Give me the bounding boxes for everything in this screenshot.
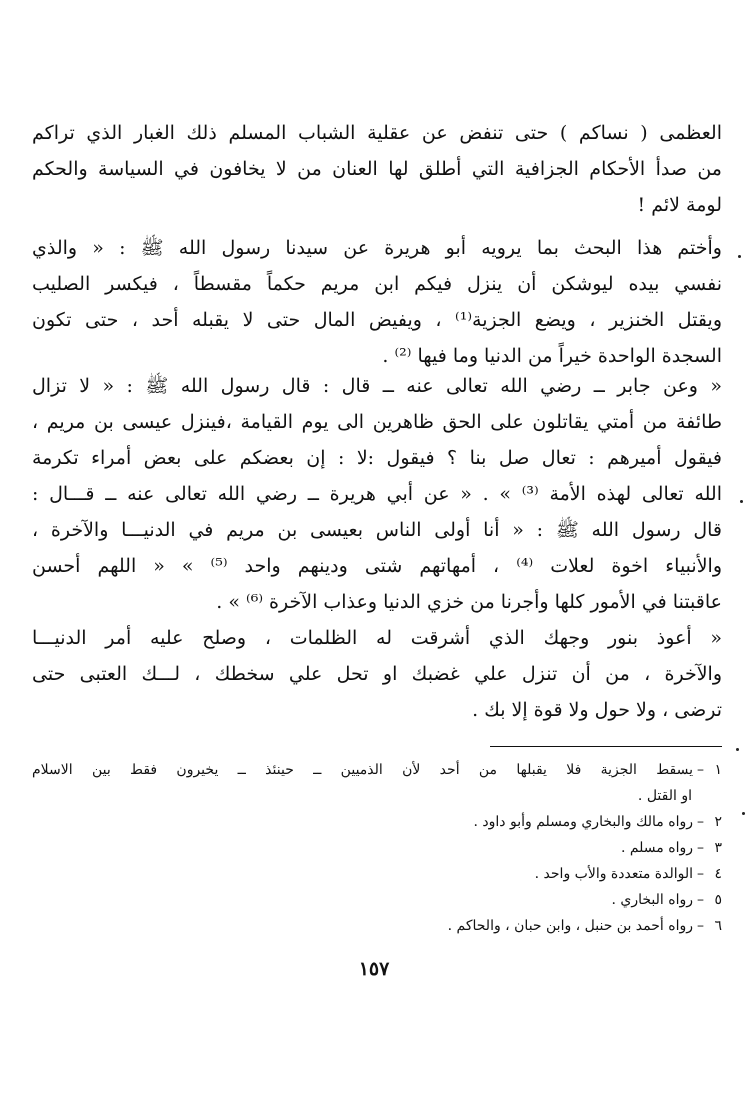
text-line: وأختم هذا البحث بما يرويه أبو هريرة عن سيدنا رسول الله ﷺ : « والذي bbox=[32, 237, 722, 259]
footnote-4 bbox=[32, 861, 722, 887]
footnote-number: ٤ bbox=[714, 866, 722, 882]
footnote-number: ٥ bbox=[714, 892, 722, 908]
paragraph-1 bbox=[32, 115, 722, 223]
footnote-text: يسقط الجزية فلا يقبلها من أحد لأن الذميين ــ حينئذ ــ يخيرون فقط بين الاسلام bbox=[32, 762, 693, 778]
page-number: ١٥٧ bbox=[358, 958, 390, 980]
paragraph-4 bbox=[32, 620, 722, 728]
text-line: فيقول أميرهم : تعال صل بنا ؟ فيقول :لا : إن بعضكم على بعض أمراء تكرمة bbox=[32, 447, 722, 469]
footnote-text: او القتل . bbox=[637, 788, 692, 804]
footnote-text: رواه البخاري . bbox=[611, 892, 693, 908]
footnote-dash: – bbox=[697, 892, 704, 908]
footnote-text: رواه أحمد بن حنبل ، وابن حبان ، والحاكم . bbox=[447, 918, 693, 934]
scan-speck bbox=[740, 500, 743, 503]
footnote-5 bbox=[32, 887, 722, 913]
footnote-text: رواه مسلم . bbox=[620, 840, 693, 856]
text-line: والأنبياء اخوة لعلات ⁽⁴⁾ ، أمهاتهم شتى ودينهم واحد ⁽⁵⁾ » « اللهم أحسن bbox=[32, 555, 722, 577]
paragraph-3 bbox=[32, 368, 722, 620]
text-line: السجدة الواحدة خيراً من الدنيا وما فيها ⁽²⁾ . bbox=[382, 345, 722, 367]
footnote-divider bbox=[490, 746, 722, 747]
footnote-1 bbox=[32, 757, 722, 783]
text-line: عاقبتنا في الأمور كلها وأجرنا من خزي الدنيا وعذاب الآخرة ⁽⁶⁾ » . bbox=[216, 591, 722, 613]
footnote-1-continuation bbox=[32, 783, 722, 809]
footnote-number: ٢ bbox=[714, 814, 722, 830]
scan-speck bbox=[738, 255, 741, 258]
text-line: « أعوذ بنور وجهك الذي أشرقت له الظلمات ، وصلح عليه أمر الدنيـــا bbox=[32, 627, 722, 649]
footnote-dash: – bbox=[697, 814, 704, 830]
footnote-3 bbox=[32, 835, 722, 861]
scan-speck bbox=[736, 748, 739, 751]
footnote-number: ١ bbox=[714, 762, 722, 778]
text-line: الله تعالى لهذه الأمة ⁽³⁾ » . « عن أبي هريرة ــ رضي الله تعالى عنه ــ قـــال : bbox=[32, 483, 722, 505]
text-line: العظمى ( نساكم ) حتى تنفض عن عقلية الشباب المسلم ذلك الغبار الذي تراكم bbox=[32, 122, 722, 144]
footnote-number: ٣ bbox=[714, 840, 722, 856]
text-line: ترضى ، ولا حول ولا قوة إلا بك . bbox=[472, 699, 722, 721]
footnote-dash: – bbox=[697, 866, 704, 882]
text-line: لومة لائم ! bbox=[637, 194, 722, 216]
text-line: ويقتل الخنزير ، ويضع الجزية⁽¹⁾ ، ويفيض المال حتى لا يقبله أحد ، حتى تكون bbox=[32, 309, 722, 331]
footnote-dash: – bbox=[697, 840, 704, 856]
text-line: قال رسول الله ﷺ : « أنا أولى الناس بعيسى بن مريم في الدنيـــا والآخرة ، bbox=[32, 519, 722, 541]
footnote-dash: – bbox=[697, 762, 704, 778]
text-line: والآخرة ، من أن تنزل علي غضبك او تحل علي سخطك ، لـــك العتبى حتى bbox=[32, 663, 722, 685]
footnote-2 bbox=[32, 809, 722, 835]
paragraph-2 bbox=[32, 230, 722, 374]
text-line: من صدأ الأحكام الجزافية التي أطلق لها العنان من لا يخافون في السياسة والحكم bbox=[32, 158, 722, 180]
text-line: نفسي بيده ليوشكن أن ينزل فيكم ابن مريم حكماً مقسطاً ، فيكسر الصليب bbox=[32, 273, 722, 295]
footnote-6 bbox=[32, 913, 722, 939]
text-line: « وعن جابر ــ رضي الله تعالى عنه ــ قال : قال رسول الله ﷺ : « لا تزال bbox=[32, 375, 722, 397]
footnote-number: ٦ bbox=[714, 918, 722, 934]
text-line: طائفة من أمتي يقاتلون على الحق ظاهرين الى يوم القيامة ،فينزل عيسى بن مريم ، bbox=[32, 411, 722, 433]
footnote-dash: – bbox=[697, 918, 704, 934]
footnotes bbox=[32, 757, 722, 939]
scan-speck bbox=[742, 812, 745, 815]
footnote-text: الوالدة متعددة والأب واحد . bbox=[534, 866, 693, 882]
footnote-text: رواه مالك والبخاري ومسلم وأبو داود . bbox=[473, 814, 693, 830]
